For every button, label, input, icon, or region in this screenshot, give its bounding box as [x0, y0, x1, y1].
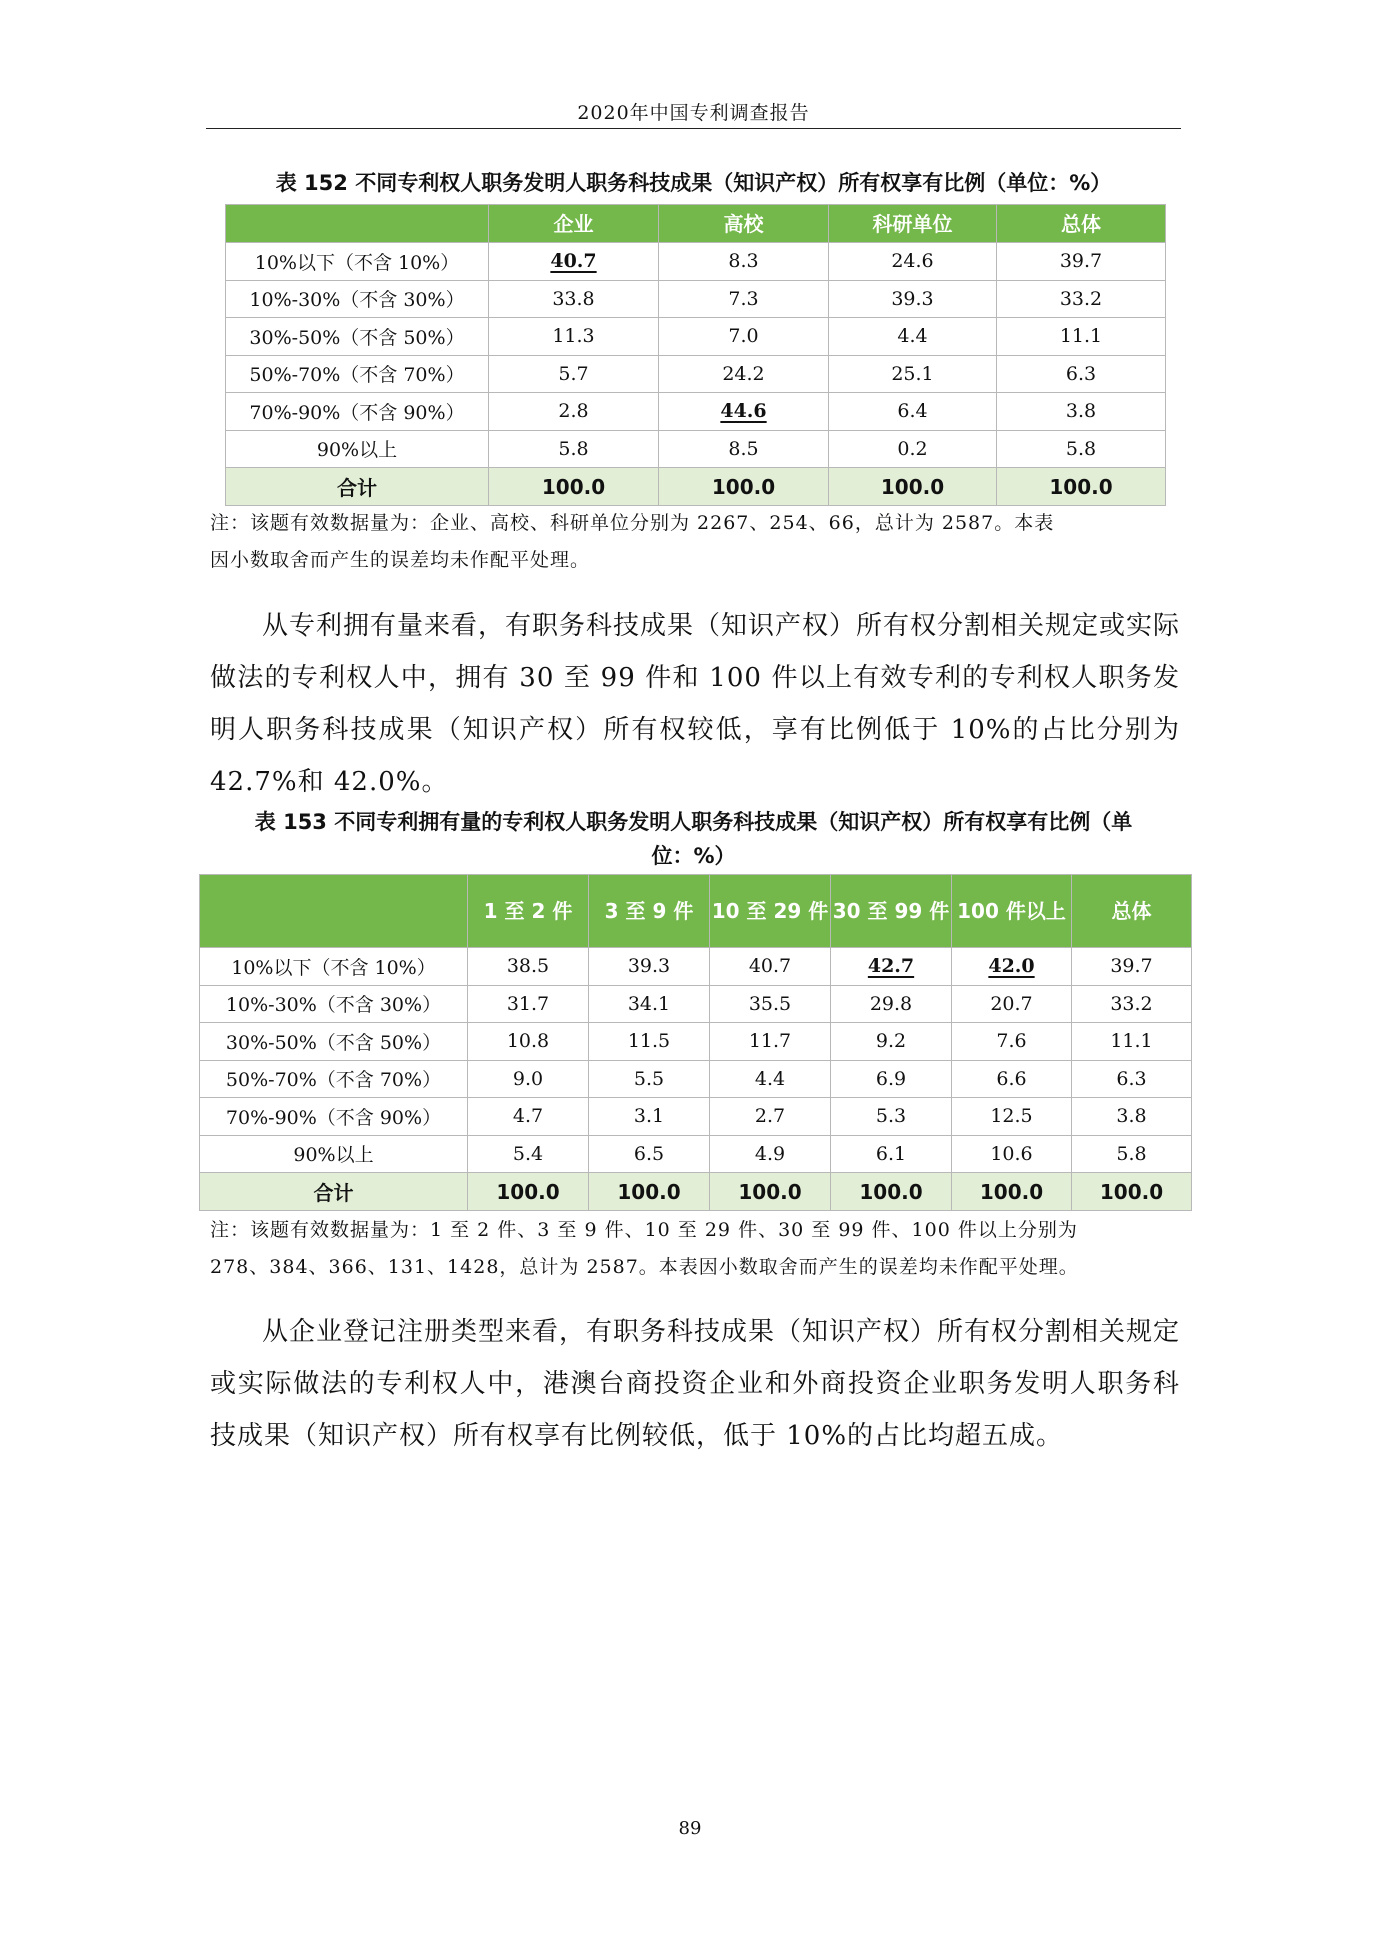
table-total-row: [226, 468, 1166, 506]
table153-caption: [206, 805, 1181, 873]
table-cell: 24.6: [829, 243, 997, 281]
row-label: 50%-70%（不含 70%）: [226, 355, 489, 393]
table-cell: 8.3: [659, 243, 829, 281]
table-cell: 5.7: [489, 355, 659, 393]
table-cell: 10.6: [952, 1135, 1072, 1173]
table-cell: 35.5: [710, 985, 831, 1023]
table152-header-university: 高校: [659, 205, 829, 243]
row-label: 10%以下（不含 10%）: [200, 948, 468, 986]
table-cell: 7.3: [659, 280, 829, 318]
table-cell: 5.5: [589, 1060, 710, 1098]
total-cell: 100.0: [589, 1173, 710, 1211]
total-cell: 100.0: [1072, 1173, 1192, 1211]
note-line: 注：该题有效数据量为：企业、高校、科研单位分别为 2267、254、66，总计为 2587。本表: [210, 512, 1055, 534]
table-cell: 39.3: [829, 280, 997, 318]
table-cell: 2.7: [710, 1098, 831, 1136]
row-label: 50%-70%（不含 70%）: [200, 1060, 468, 1098]
table-cell: 5.8: [1072, 1135, 1192, 1173]
table-cell: 5.8: [997, 430, 1166, 468]
table152-note: [210, 505, 1185, 579]
total-cell: 100.0: [489, 468, 659, 506]
table-cell: 42.0: [952, 948, 1072, 986]
table153-header-100plus: 100 件以上: [952, 875, 1072, 948]
total-label: 合计: [200, 1173, 468, 1211]
total-label: 合计: [226, 468, 489, 506]
table-cell: 5.3: [831, 1098, 952, 1136]
table-cell: 40.7: [489, 243, 659, 281]
table153-header-blank: [200, 875, 468, 948]
table-cell: 6.5: [589, 1135, 710, 1173]
table-cell: 25.1: [829, 355, 997, 393]
running-header: 2020年中国专利调查报告: [577, 102, 810, 124]
table-cell: 33.8: [489, 280, 659, 318]
table-cell: 5.4: [468, 1135, 589, 1173]
row-label: 10%以下（不含 10%）: [226, 243, 489, 281]
table-row: [226, 243, 1166, 281]
row-label: 90%以上: [226, 430, 489, 468]
note-line: 因小数取舍而产生的误差均未作配平处理。: [210, 549, 591, 571]
table-cell: 4.9: [710, 1135, 831, 1173]
total-cell: 100.0: [997, 468, 1166, 506]
row-label: 90%以上: [200, 1135, 468, 1173]
table-cell: 9.0: [468, 1060, 589, 1098]
table153-header-row: [200, 875, 1192, 948]
table-cell: 11.3: [489, 318, 659, 356]
table-cell: 8.5: [659, 430, 829, 468]
row-label: 70%-90%（不含 90%）: [226, 393, 489, 431]
total-cell: 100.0: [468, 1173, 589, 1211]
table-row: [200, 1098, 1192, 1136]
table-cell: 6.3: [997, 355, 1166, 393]
total-cell: 100.0: [659, 468, 829, 506]
table-cell: 40.7: [710, 948, 831, 986]
table152-header-blank: [226, 205, 489, 243]
caption-line: 位：%）: [651, 844, 736, 868]
table-cell: 20.7: [952, 985, 1072, 1023]
row-label: 70%-90%（不含 90%）: [200, 1098, 468, 1136]
table-row: [200, 985, 1192, 1023]
table-cell: 11.1: [997, 318, 1166, 356]
row-label: 10%-30%（不含 30%）: [200, 985, 468, 1023]
row-label: 30%-50%（不含 50%）: [200, 1023, 468, 1061]
table-row: [226, 393, 1166, 431]
table-cell: 6.6: [952, 1060, 1072, 1098]
table-row: [200, 948, 1192, 986]
table-row: [226, 430, 1166, 468]
table152-header-overall: 总体: [997, 205, 1166, 243]
table-cell: 6.1: [831, 1135, 952, 1173]
table-cell: 39.3: [589, 948, 710, 986]
table-cell: 4.4: [710, 1060, 831, 1098]
table-cell: 33.2: [1072, 985, 1192, 1023]
table153: [199, 874, 1192, 1211]
total-cell: 100.0: [710, 1173, 831, 1211]
table-cell: 6.3: [1072, 1060, 1192, 1098]
paragraph-1: 从专利拥有量来看，有职务科技成果（知识产权）所有权分割相关规定或实际做法的专利权人中，拥有 30 至 99 件和 100 件以上有效专利的专利权人职务发明人职务科技成果（知识产权）所有权较低，享有比例低于 10%的占比分别为 42.7%和 42.0%。: [210, 611, 1181, 797]
total-cell: 100.0: [831, 1173, 952, 1211]
table-cell: 31.7: [468, 985, 589, 1023]
page-number: 89: [678, 1818, 702, 1839]
table152-header-research: 科研单位: [829, 205, 997, 243]
paragraph-2: 从企业登记注册类型来看，有职务科技成果（知识产权）所有权分割相关规定或实际做法的专利权人中，港澳台商投资企业和外商投资企业职务发明人职务科技成果（知识产权）所有权享有比例较低，低于 10%的占比均超五成。: [210, 1317, 1181, 1451]
note-line: 注：该题有效数据量为：1 至 2 件、3 至 9 件、10 至 29 件、30 至 99 件、100 件以上分别为: [210, 1219, 1078, 1241]
table-cell: 9.2: [831, 1023, 952, 1061]
table152: [225, 204, 1166, 506]
table-cell: 29.8: [831, 985, 952, 1023]
table-cell: 39.7: [997, 243, 1166, 281]
table153-header-1to2: 1 至 2 件: [468, 875, 589, 948]
table-cell: 0.2: [829, 430, 997, 468]
table-cell: 6.9: [831, 1060, 952, 1098]
table-row: [226, 318, 1166, 356]
total-cell: 100.0: [829, 468, 997, 506]
table-cell: 5.8: [489, 430, 659, 468]
table-cell: 7.0: [659, 318, 829, 356]
table152-caption: 表 152 不同专利权人职务发明人职务科技成果（知识产权）所有权享有比例（单位：%）: [275, 171, 1112, 195]
table-cell: 2.8: [489, 393, 659, 431]
table-row: [226, 355, 1166, 393]
table152-header-enterprise: 企业: [489, 205, 659, 243]
table-cell: 12.5: [952, 1098, 1072, 1136]
table-total-row: [200, 1173, 1192, 1211]
header-rule: [206, 128, 1181, 129]
row-label: 10%-30%（不含 30%）: [226, 280, 489, 318]
table-cell: 6.4: [829, 393, 997, 431]
caption-line: 表 153 不同专利拥有量的专利权人职务发明人职务科技成果（知识产权）所有权享有比例（单: [254, 810, 1133, 834]
table152-header-row: [226, 205, 1166, 243]
table-cell: 3.8: [1072, 1098, 1192, 1136]
table-cell: 4.4: [829, 318, 997, 356]
table-cell: 3.8: [997, 393, 1166, 431]
table-cell: 10.8: [468, 1023, 589, 1061]
total-cell: 100.0: [952, 1173, 1072, 1211]
table-cell: 11.7: [710, 1023, 831, 1061]
table-row: [200, 1135, 1192, 1173]
table-cell: 11.1: [1072, 1023, 1192, 1061]
table153-header-3to9: 3 至 9 件: [589, 875, 710, 948]
table-cell: 33.2: [997, 280, 1166, 318]
table-cell: 38.5: [468, 948, 589, 986]
table-cell: 7.6: [952, 1023, 1072, 1061]
table-cell: 24.2: [659, 355, 829, 393]
table-row: [200, 1023, 1192, 1061]
table-row: [200, 1060, 1192, 1098]
table-cell: 34.1: [589, 985, 710, 1023]
table-cell: 42.7: [831, 948, 952, 986]
table-cell: 4.7: [468, 1098, 589, 1136]
table-cell: 11.5: [589, 1023, 710, 1061]
note-line: 278、384、366、131、1428，总计为 2587。本表因小数取舍而产生的误差均未作配平处理。: [210, 1256, 1079, 1278]
table153-header-overall: 总体: [1072, 875, 1192, 948]
table-cell: 39.7: [1072, 948, 1192, 986]
table-cell: 3.1: [589, 1098, 710, 1136]
table153-header-10to29: 10 至 29 件: [710, 875, 831, 948]
table153-note: [210, 1212, 1185, 1286]
table-row: [226, 280, 1166, 318]
row-label: 30%-50%（不含 50%）: [226, 318, 489, 356]
table153-header-30to99: 30 至 99 件: [831, 875, 952, 948]
table-cell: 44.6: [659, 393, 829, 431]
